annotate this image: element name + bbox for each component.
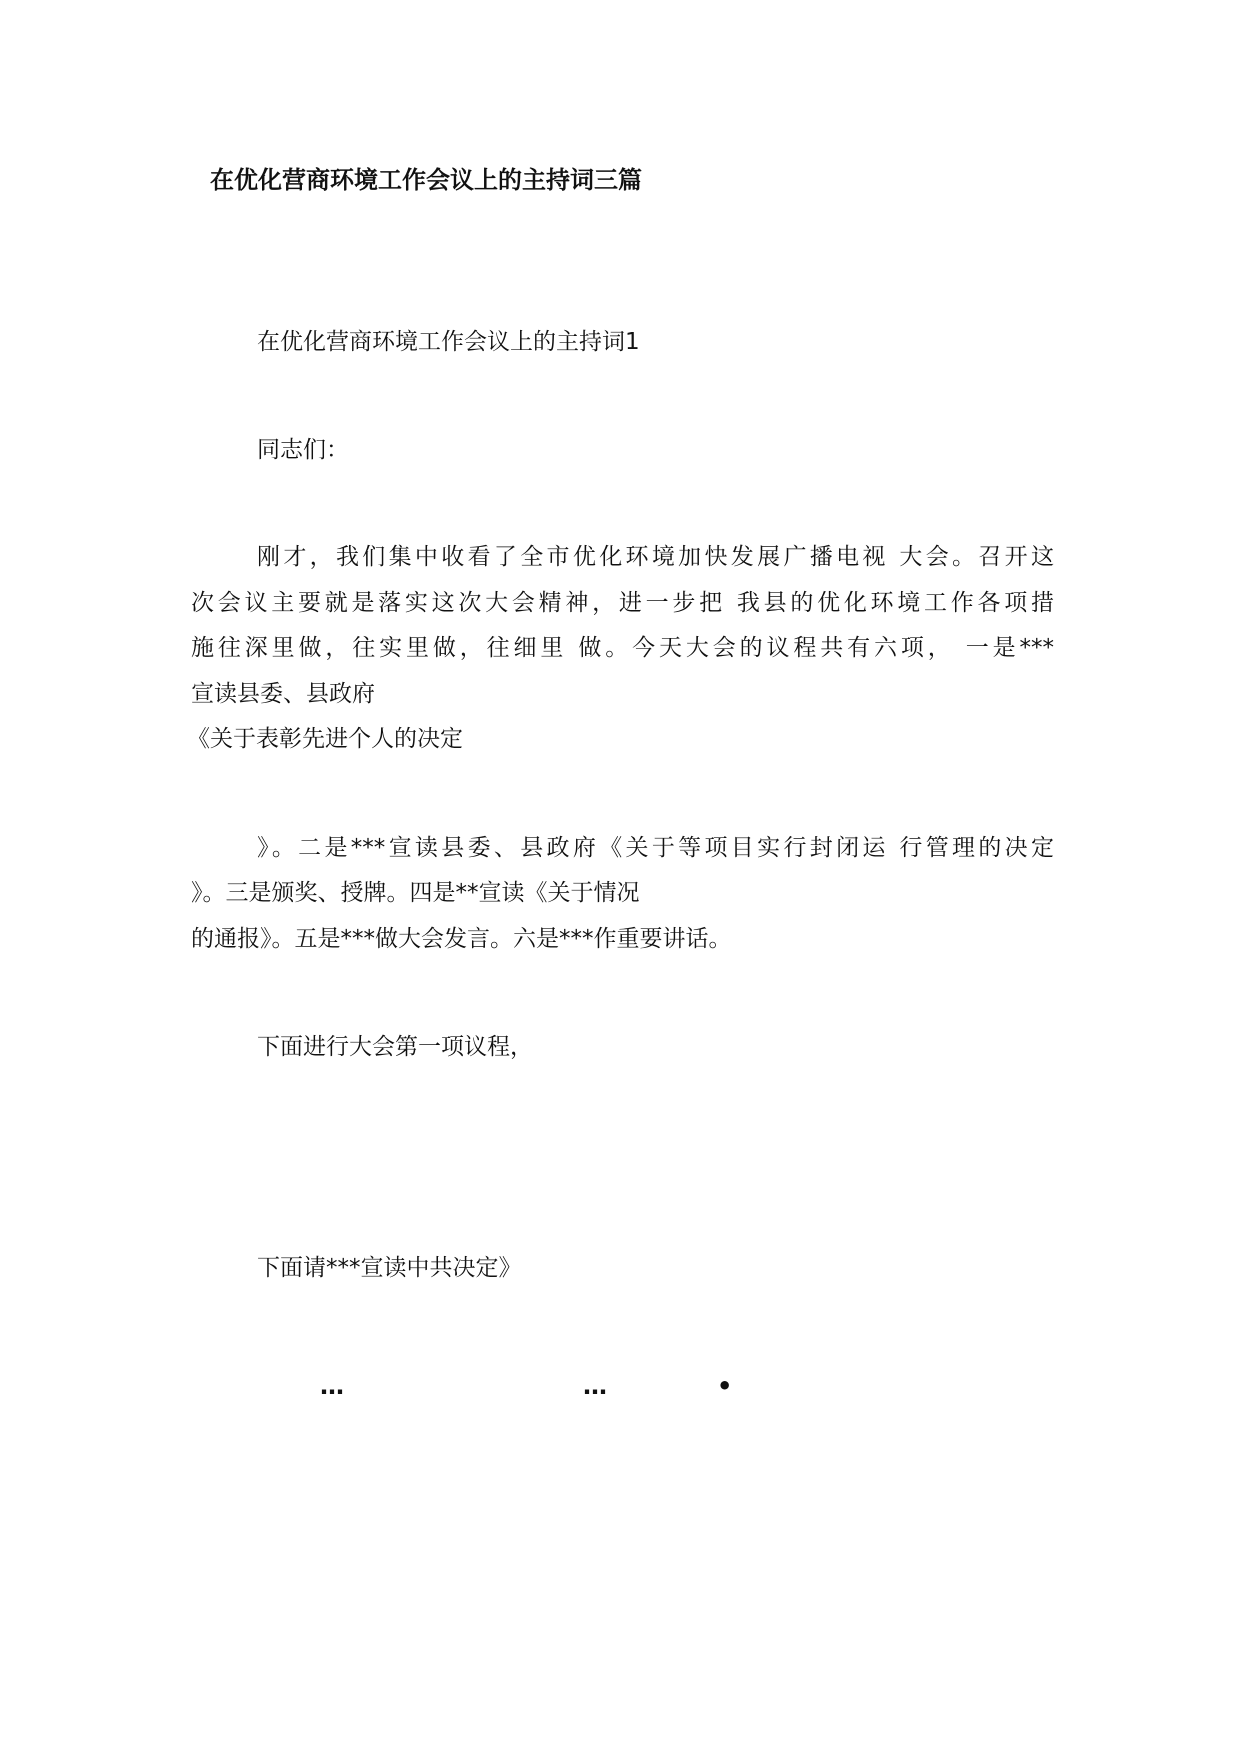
greeting: 同志们： [257,437,349,463]
ellipsis-mark: … [583,1372,607,1400]
paragraph-line: 》。二是***宣读县委、县政府《关于等项目实行封闭运 行管理的决定 [257,835,1054,861]
paragraph-line: 刚才，我们集中收看了全市优化环境加快发展广播电视 大会。召开这 [257,544,1054,570]
section-heading: 在优化营商环境工作会议上的主持词1 [257,329,640,355]
ellipsis-mark: … [320,1372,344,1400]
paragraph-line: 次会议主要就是落实这次大会精神，进一步把 我县的优化环境工作各项措 [191,590,1054,616]
document-title: 在优化营商环境工作会议上的主持词三篇 [210,166,642,194]
paragraph-line: 《关于表彰先进个人的决定 [187,726,463,752]
bullet-mark: • [717,1372,733,1400]
paragraph-line: 宣读县委、县政府 [191,681,375,707]
paragraph-line: 》。三是颁奖、授牌。四是**宣读《关于情况 [191,880,640,906]
paragraph-line: 施往深里做，往实里做，往细里 做。今天大会的议程共有六项， 一是*** [191,635,1054,661]
paragraph-line: 的通报》。五是***做大会发言。六是***作重要讲话。 [191,926,732,952]
reading-line: 下面请***宣读中共决定》 [257,1255,522,1281]
agenda-intro: 下面进行大会第一项议程， [257,1034,533,1060]
